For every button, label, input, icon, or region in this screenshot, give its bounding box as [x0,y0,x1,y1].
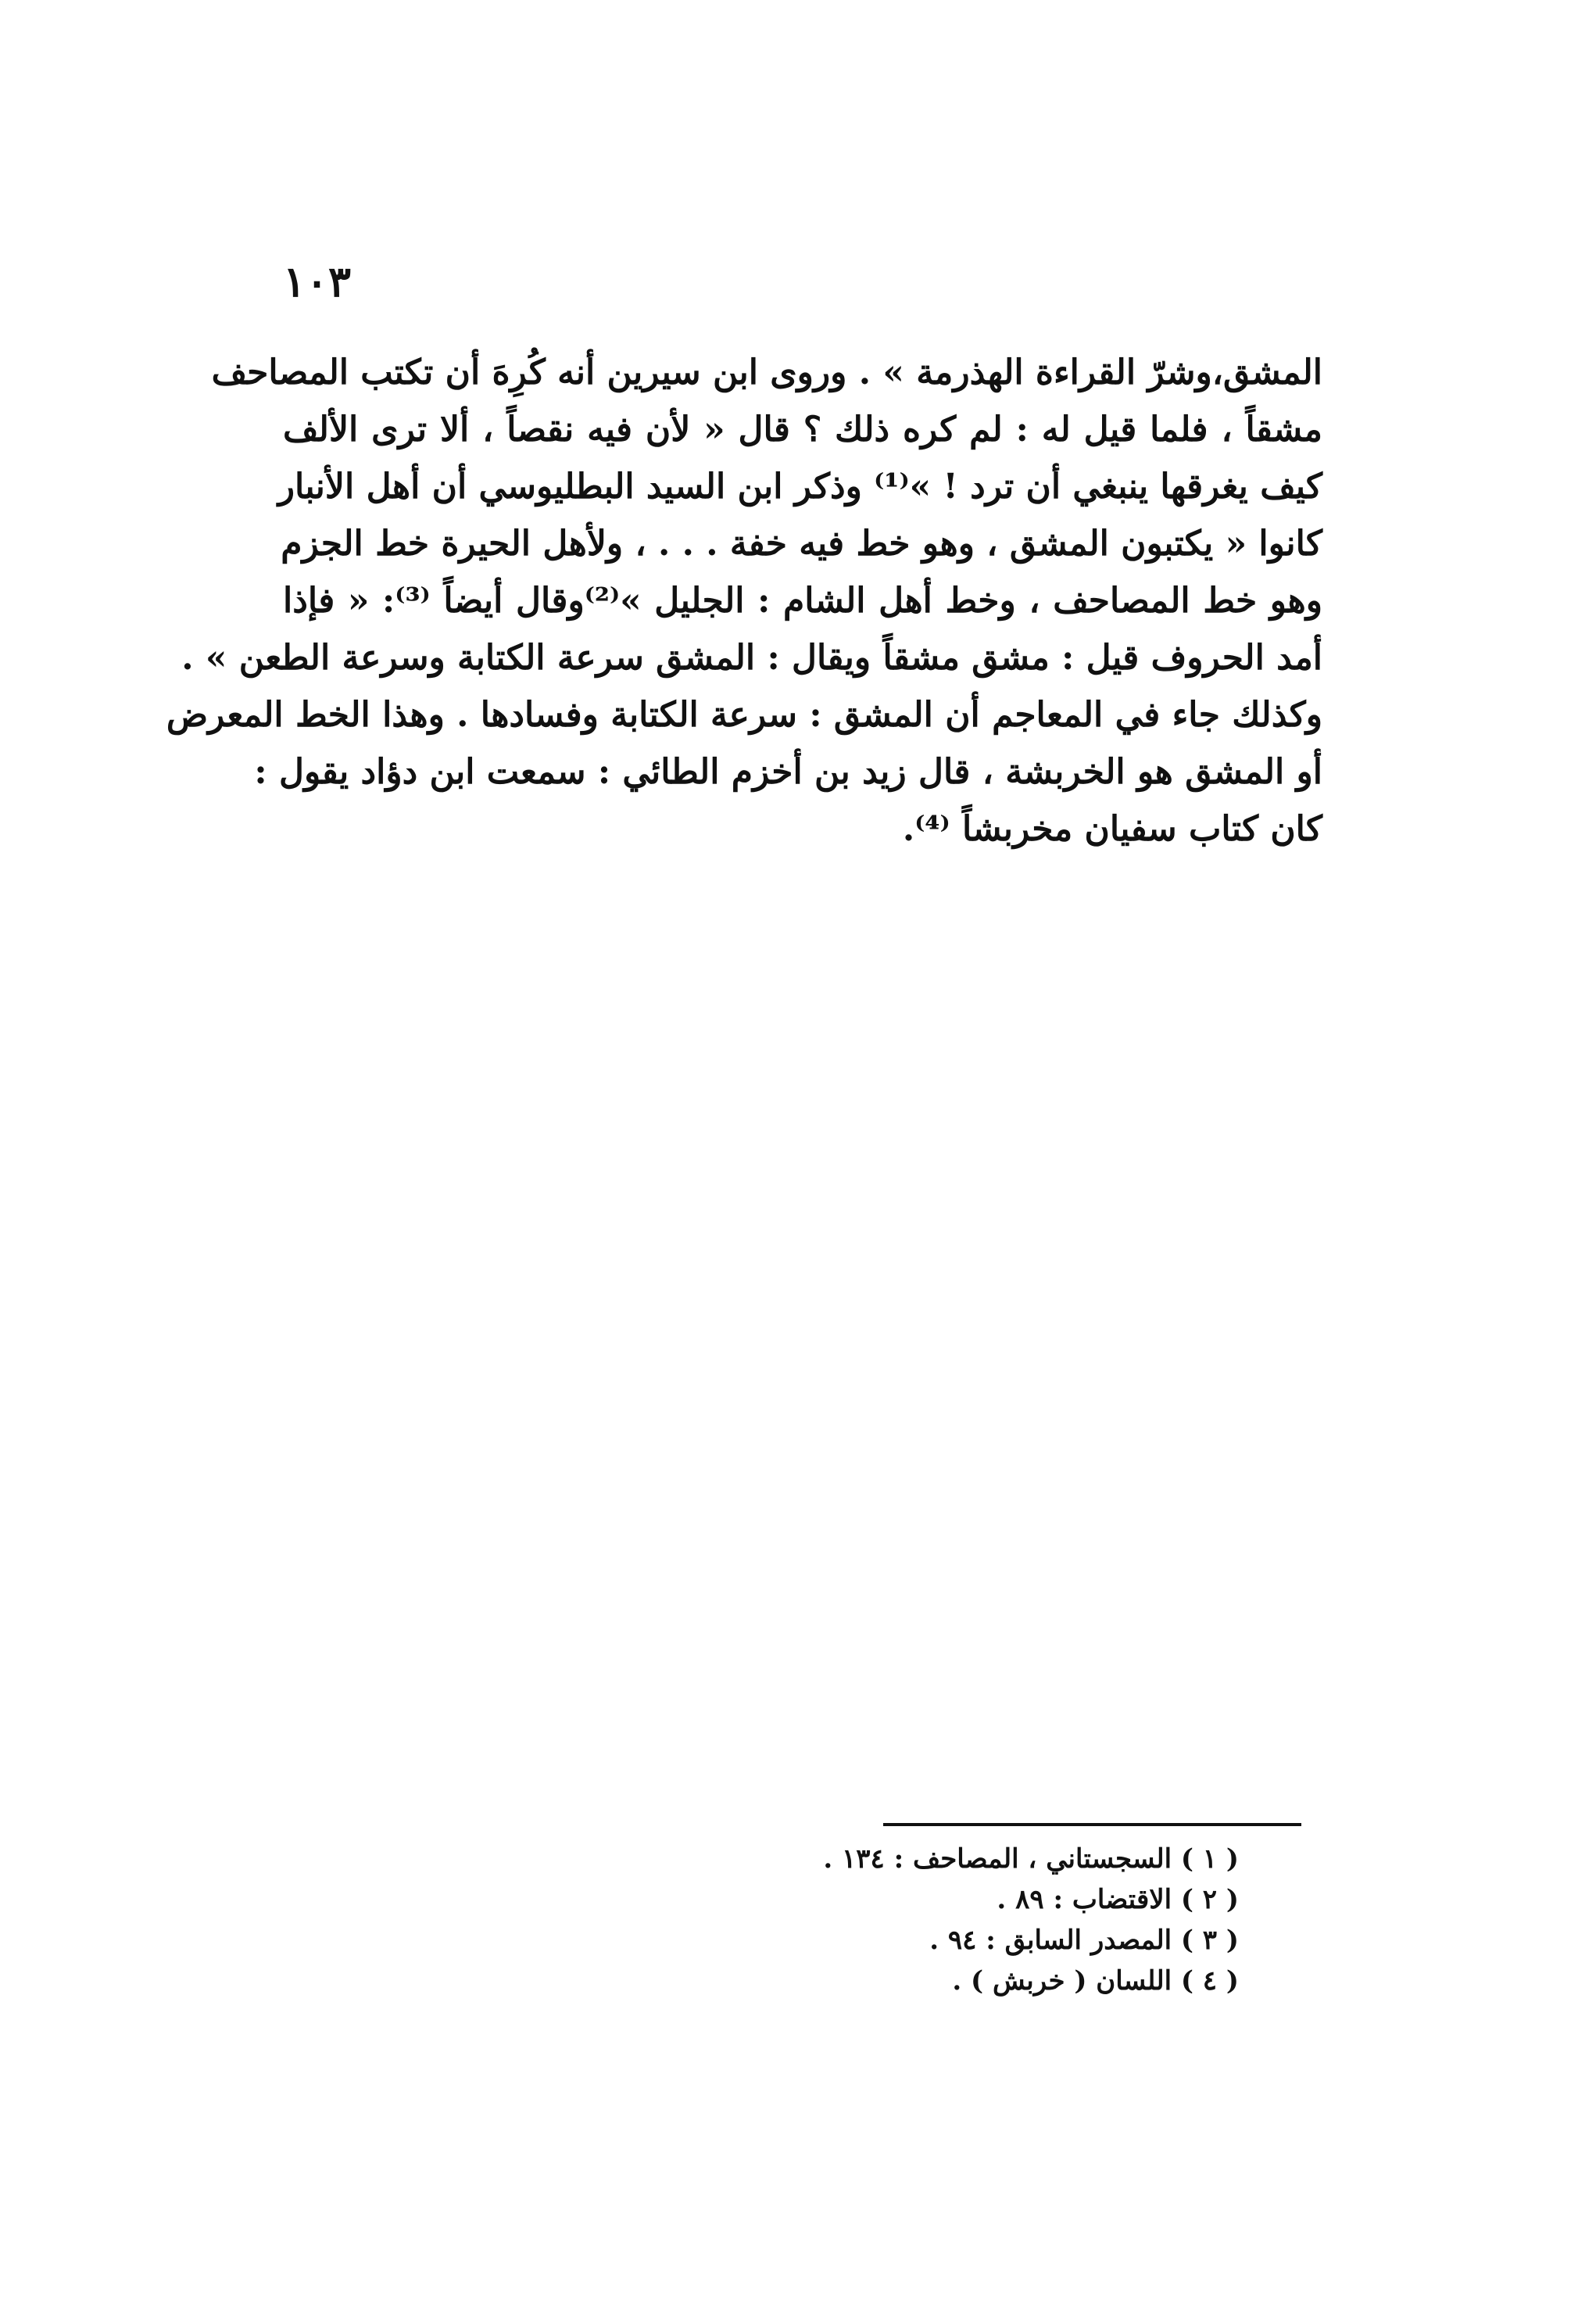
body-line: أو المشق هو الخربشة ، قال زيد بن أخزم الطائي : سمعت ابن دؤاد يقول : [254,752,1322,792]
footnote-3: ( ٣ ) المصدر السابق : ٩٤ . [929,1925,1239,1956]
body-paragraph [166,344,1322,858]
footnote-divider [883,1823,1301,1826]
footnote-2: ( ٢ ) الاقتضاب : ٨٩ . [997,1884,1239,1915]
page-number: ١٠٣ [283,256,352,306]
footnote-1: ( ١ ) السجستاني ، المصاحف : ١٣٤ . [823,1843,1239,1875]
footnote-4: ( ٤ ) اللسان ( خربش ) . [952,1965,1239,1997]
body-line: كانوا « يكتبون المشق ، وهو خط فيه خفة . . . ، ولأهل الحيرة خط الجزم [281,524,1322,564]
footnotes [727,1839,1239,2001]
body-line: أمد الحروف قيل : مشق مشقاً ويقال : المشق سرعة الكتابة وسرعة الطعن » . [181,638,1322,678]
body-line: المشق،وشرّ القراءة الهذرمة » . وروى ابن سيرين أنه كُرِهَ أن تكتب المصاحف [211,353,1322,392]
body-line: كان كتاب سفيان مخربشاً ⁽⁴⁾. [902,809,1322,849]
body-line: كيف يغرقها ينبغي أن ترد ! »⁽¹⁾ وذكر ابن السيد البطليوسي أن أهل الأنبار [277,467,1322,507]
body-line: وهو خط المصاحف ، وخط أهل الشام : الجليل »⁽²⁾وقال أيضاً ⁽³⁾: « فإذا [283,581,1322,621]
body-line: وكذلك جاء في المعاجم أن المشق : سرعة الكتابة وفسادها . وهذا الخط المعرض [166,695,1322,735]
body-line: مشقاً ، فلما قيل له : لم كره ذلك ؟ قال « لأن فيه نقصاً ، ألا ترى الألف [283,410,1322,449]
